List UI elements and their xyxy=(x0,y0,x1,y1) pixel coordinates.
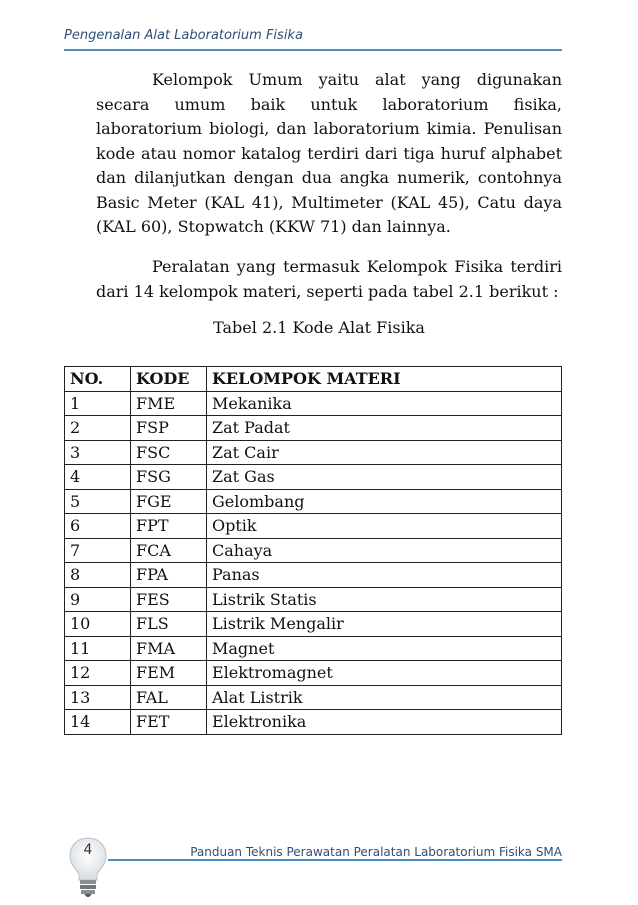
cell-kelompok-materi: Elektromagnet xyxy=(207,661,562,686)
cell-kelompok-materi: Elektronika xyxy=(207,710,562,735)
cell-kelompok-materi: Zat Padat xyxy=(207,416,562,441)
cell-kode: FEM xyxy=(131,661,207,686)
cell-kelompok-materi: Optik xyxy=(207,514,562,539)
table-row xyxy=(65,489,562,514)
cell-kelompok-materi: Magnet xyxy=(207,636,562,661)
table-row xyxy=(65,685,562,710)
table-row xyxy=(65,391,562,416)
cell-kelompok-materi: Alat Listrik xyxy=(207,685,562,710)
table-row xyxy=(65,440,562,465)
table-row xyxy=(65,636,562,661)
header-rule xyxy=(64,49,562,51)
paragraph-kelompok-umum xyxy=(96,68,562,240)
cell-no: 7 xyxy=(65,538,131,563)
table-caption: Tabel 2.1 Kode Alat Fisika xyxy=(213,318,425,337)
table-row xyxy=(65,710,562,735)
cell-kelompok-materi: Zat Gas xyxy=(207,465,562,490)
paragraph-kelompok-fisika xyxy=(96,255,562,304)
table-row xyxy=(65,538,562,563)
cell-no: 13 xyxy=(65,685,131,710)
table-row xyxy=(65,661,562,686)
cell-kode: FET xyxy=(131,710,207,735)
header-kode: KODE xyxy=(131,367,207,392)
header-kelompok-materi: KELOMPOK MATERI xyxy=(207,367,562,392)
cell-kelompok-materi: Gelombang xyxy=(207,489,562,514)
table-body xyxy=(65,391,562,734)
table-row xyxy=(65,563,562,588)
cell-kode: FPT xyxy=(131,514,207,539)
kode-alat-table xyxy=(64,366,562,735)
cell-kode: FCA xyxy=(131,538,207,563)
running-footer: Panduan Teknis Perawatan Peralatan Laboratorium Fisika SMA xyxy=(190,845,562,859)
cell-no: 1 xyxy=(65,391,131,416)
cell-kode: FMA xyxy=(131,636,207,661)
cell-kode: FLS xyxy=(131,612,207,637)
running-header: Pengenalan Alat Laboratorium Fisika xyxy=(64,28,303,43)
cell-no: 12 xyxy=(65,661,131,686)
table-row xyxy=(65,465,562,490)
cell-no: 8 xyxy=(65,563,131,588)
cell-no: 14 xyxy=(65,710,131,735)
cell-kode: FAL xyxy=(131,685,207,710)
cell-no: 4 xyxy=(65,465,131,490)
cell-kelompok-materi: Listrik Mengalir xyxy=(207,612,562,637)
cell-kode: FPA xyxy=(131,563,207,588)
cell-kode: FGE xyxy=(131,489,207,514)
header-no: NO. xyxy=(65,367,131,392)
page-number: 4 xyxy=(83,842,93,858)
cell-kode: FES xyxy=(131,587,207,612)
table-row xyxy=(65,612,562,637)
cell-kelompok-materi: Zat Cair xyxy=(207,440,562,465)
paragraph-2-text: Peralatan yang termasuk Kelompok Fisika terdiri dari 14 kelompok materi, seperti pada tabel 2.1 berikut : xyxy=(96,257,562,301)
cell-kode: FSG xyxy=(131,465,207,490)
table-row xyxy=(65,416,562,441)
paragraph-1-text: Kelompok Umum yaitu alat yang digunakan secara umum baik untuk laboratorium fisika, laboratorium biologi, dan laboratorium kimia. Penulisan kode atau nomor katalog terdiri dari tiga huruf alphabet dan dilanjutkan dengan dua angka numerik, contohnya Basic Meter (KAL 41), Multimeter (KAL 45), Catu daya (KAL 60), Stopwatch (KKW 71) dan lainnya. xyxy=(96,70,562,236)
cell-kelompok-materi: Panas xyxy=(207,563,562,588)
cell-kode: FSP xyxy=(131,416,207,441)
cell-no: 2 xyxy=(65,416,131,441)
cell-kelompok-materi: Listrik Statis xyxy=(207,587,562,612)
table-header-row xyxy=(65,367,562,392)
cell-kelompok-materi: Cahaya xyxy=(207,538,562,563)
table-row xyxy=(65,587,562,612)
cell-no: 3 xyxy=(65,440,131,465)
cell-kelompok-materi: Mekanika xyxy=(207,391,562,416)
cell-kode: FME xyxy=(131,391,207,416)
footer-rule xyxy=(108,859,562,861)
table-row xyxy=(65,514,562,539)
cell-no: 11 xyxy=(65,636,131,661)
cell-no: 6 xyxy=(65,514,131,539)
cell-no: 5 xyxy=(65,489,131,514)
cell-no: 9 xyxy=(65,587,131,612)
cell-no: 10 xyxy=(65,612,131,637)
cell-kode: FSC xyxy=(131,440,207,465)
